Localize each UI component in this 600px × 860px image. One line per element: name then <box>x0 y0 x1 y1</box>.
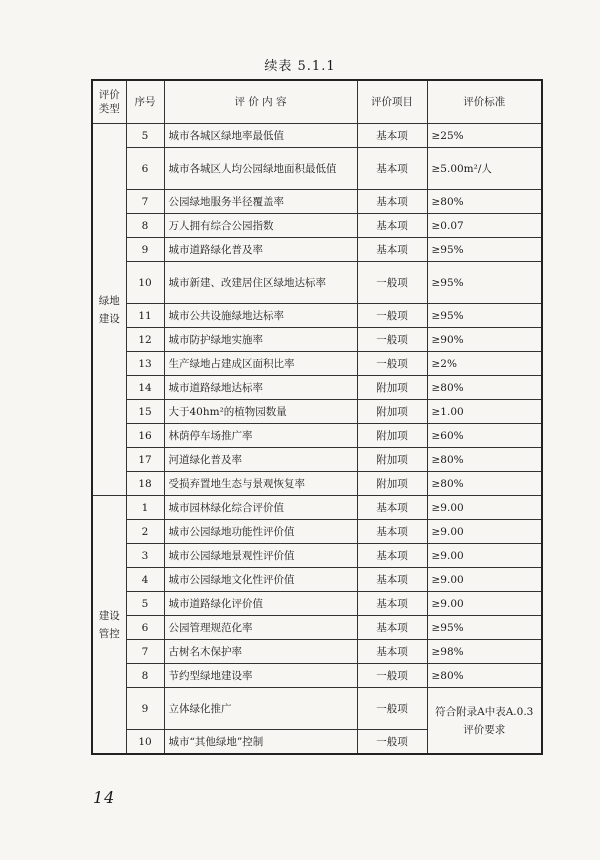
row-level: 一般项 <box>357 328 427 352</box>
row-number: 6 <box>126 148 164 190</box>
row-content: 城市公共设施绿地达标率 <box>164 304 357 328</box>
row-level: 基本项 <box>357 544 427 568</box>
row-level: 一般项 <box>357 730 427 755</box>
table-header-row <box>92 80 542 124</box>
row-content: 城市道路绿化普及率 <box>164 238 357 262</box>
row-content: 立体绿化推广 <box>164 688 357 730</box>
row-standard: ≥9.00 <box>427 592 542 616</box>
row-number: 5 <box>126 592 164 616</box>
row-standard: ≥95% <box>427 262 542 304</box>
row-level: 一般项 <box>357 352 427 376</box>
row-level: 基本项 <box>357 568 427 592</box>
row-standard: ≥95% <box>427 616 542 640</box>
row-level: 基本项 <box>357 238 427 262</box>
table-row <box>92 568 542 592</box>
row-standard: ≥1.00 <box>427 400 542 424</box>
table-row <box>92 448 542 472</box>
row-number: 9 <box>126 238 164 262</box>
row-level: 基本项 <box>357 124 427 148</box>
row-level: 基本项 <box>357 148 427 190</box>
row-content: 城市各城区绿地率最低值 <box>164 124 357 148</box>
row-content: 公园管理规范化率 <box>164 616 357 640</box>
row-level: 一般项 <box>357 304 427 328</box>
table-row <box>92 424 542 448</box>
row-standard: ≥9.00 <box>427 520 542 544</box>
header-content: 评 价 内 容 <box>164 80 357 124</box>
table-row <box>92 262 542 304</box>
row-content: 城市公园绿地景观性评价值 <box>164 544 357 568</box>
row-standard: ≥98% <box>427 640 542 664</box>
table-row <box>92 376 542 400</box>
header-index: 序号 <box>126 80 164 124</box>
row-level: 附加项 <box>357 424 427 448</box>
table-row <box>92 214 542 238</box>
row-standard: ≥80% <box>427 472 542 496</box>
row-number: 6 <box>126 616 164 640</box>
row-standard: ≥60% <box>427 424 542 448</box>
table-row <box>92 520 542 544</box>
row-content: 城市公园绿地功能性评价值 <box>164 520 357 544</box>
row-standard: ≥2% <box>427 352 542 376</box>
row-standard: ≥5.00m²/人 <box>427 148 542 190</box>
header-level: 评价项目 <box>357 80 427 124</box>
row-number: 17 <box>126 448 164 472</box>
row-content: 大于40hm²的植物园数量 <box>164 400 357 424</box>
row-number: 7 <box>126 640 164 664</box>
row-level: 基本项 <box>357 592 427 616</box>
row-standard: ≥80% <box>427 376 542 400</box>
row-level: 基本项 <box>357 190 427 214</box>
row-number: 8 <box>126 214 164 238</box>
row-content: 古树名木保护率 <box>164 640 357 664</box>
row-content: 节约型绿地建设率 <box>164 664 357 688</box>
row-standard: ≥0.07 <box>427 214 542 238</box>
row-level: 一般项 <box>357 664 427 688</box>
table-row <box>92 688 542 730</box>
table-row <box>92 124 542 148</box>
table-row <box>92 238 542 262</box>
table-row <box>92 328 542 352</box>
row-standard: ≥90% <box>427 328 542 352</box>
row-standard: ≥80% <box>427 190 542 214</box>
row-content: 林荫停车场推广率 <box>164 424 357 448</box>
row-content: 受损弃置地生态与景观恢复率 <box>164 472 357 496</box>
row-number: 15 <box>126 400 164 424</box>
row-content: 城市园林绿化综合评价值 <box>164 496 357 520</box>
row-number: 1 <box>126 496 164 520</box>
table-caption: 续表 5.1.1 <box>264 59 336 74</box>
table-row <box>92 472 542 496</box>
row-standard-merged: 符合附录A中表A.0.3评价要求 <box>427 688 542 755</box>
category-cell-management: 建设管控 <box>92 496 126 755</box>
row-content: 城市公园绿地文化性评价值 <box>164 568 357 592</box>
row-number: 2 <box>126 520 164 544</box>
row-standard: ≥80% <box>427 448 542 472</box>
row-number: 10 <box>126 730 164 755</box>
table-row <box>92 616 542 640</box>
row-standard: ≥9.00 <box>427 496 542 520</box>
table-row <box>92 640 542 664</box>
row-level: 一般项 <box>357 688 427 730</box>
table-row <box>92 592 542 616</box>
row-level: 基本项 <box>357 214 427 238</box>
row-content: 城市道路绿地达标率 <box>164 376 357 400</box>
row-number: 5 <box>126 124 164 148</box>
table-row <box>92 190 542 214</box>
row-content: 城市新建、改建居住区绿地达标率 <box>164 262 357 304</box>
evaluation-table <box>91 79 543 755</box>
row-content: 城市防护绿地实施率 <box>164 328 357 352</box>
row-standard: ≥9.00 <box>427 568 542 592</box>
row-content: 公园绿地服务半径覆盖率 <box>164 190 357 214</box>
row-standard: ≥95% <box>427 238 542 262</box>
header-standard: 评价标准 <box>427 80 542 124</box>
row-number: 11 <box>126 304 164 328</box>
row-level: 附加项 <box>357 472 427 496</box>
table-row <box>92 352 542 376</box>
row-number: 18 <box>126 472 164 496</box>
row-level: 一般项 <box>357 262 427 304</box>
row-standard: ≥9.00 <box>427 544 542 568</box>
row-level: 附加项 <box>357 400 427 424</box>
row-number: 14 <box>126 376 164 400</box>
row-number: 7 <box>126 190 164 214</box>
row-content: 城市道路绿化评价值 <box>164 592 357 616</box>
row-number: 12 <box>126 328 164 352</box>
row-content: 河道绿化普及率 <box>164 448 357 472</box>
row-number: 9 <box>126 688 164 730</box>
row-level: 基本项 <box>357 640 427 664</box>
header-category: 评价类型 <box>92 80 126 124</box>
row-level: 附加项 <box>357 448 427 472</box>
row-content: 生产绿地占建成区面积比率 <box>164 352 357 376</box>
table-row <box>92 148 542 190</box>
row-number: 8 <box>126 664 164 688</box>
page-number: 14 <box>93 788 116 807</box>
row-content: 城市各城区人均公园绿地面积最低值 <box>164 148 357 190</box>
row-number: 4 <box>126 568 164 592</box>
table-row <box>92 304 542 328</box>
row-content: 城市“其他绿地”控制 <box>164 730 357 755</box>
table-row <box>92 400 542 424</box>
row-number: 13 <box>126 352 164 376</box>
row-content: 万人拥有综合公园指数 <box>164 214 357 238</box>
row-standard: ≥25% <box>427 124 542 148</box>
row-level: 基本项 <box>357 616 427 640</box>
table-row <box>92 496 542 520</box>
row-number: 10 <box>126 262 164 304</box>
row-number: 16 <box>126 424 164 448</box>
category-cell-greenland: 绿地建设 <box>92 124 126 496</box>
table-row <box>92 544 542 568</box>
row-level: 基本项 <box>357 496 427 520</box>
row-level: 附加项 <box>357 376 427 400</box>
table-row <box>92 664 542 688</box>
table-body <box>92 124 542 755</box>
row-standard: ≥95% <box>427 304 542 328</box>
row-standard: ≥80% <box>427 664 542 688</box>
row-number: 3 <box>126 544 164 568</box>
row-level: 基本项 <box>357 520 427 544</box>
